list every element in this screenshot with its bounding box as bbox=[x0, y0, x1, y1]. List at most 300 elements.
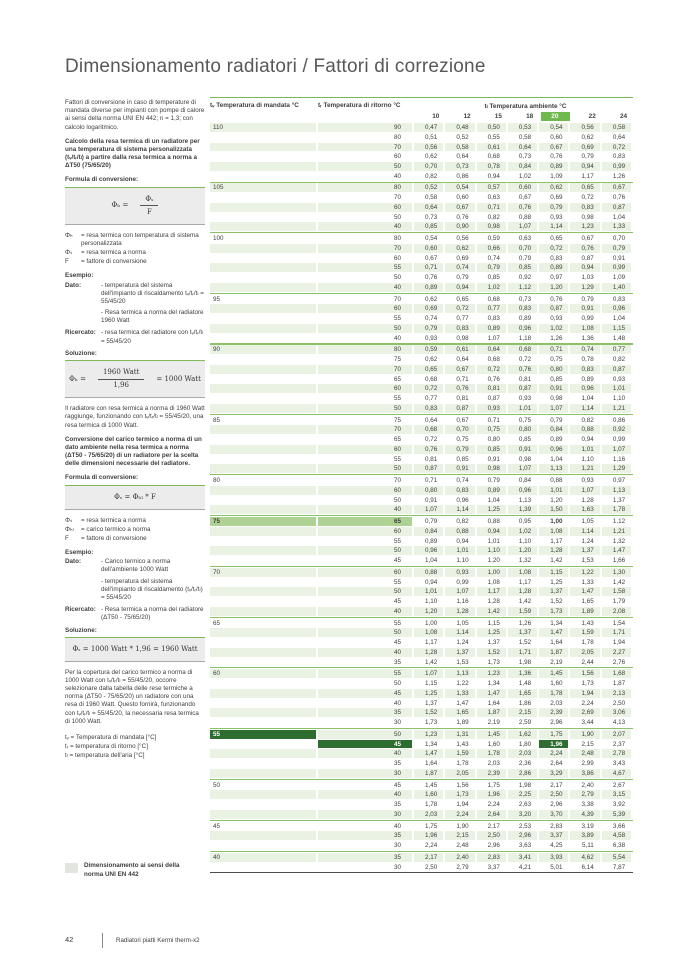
cell-return-temp: 65 bbox=[393, 436, 401, 444]
cell-return-temp: 45 bbox=[393, 598, 401, 606]
cell-flow-temp: 40 bbox=[210, 853, 316, 862]
cell-factor: 1,07 bbox=[508, 222, 537, 231]
cell-factor: 2,67 bbox=[612, 781, 626, 789]
cell-factor: 1,15 bbox=[602, 324, 631, 333]
cell-factor: 0,55 bbox=[487, 133, 500, 141]
table-row bbox=[210, 831, 633, 840]
cell-factor: 1,01 bbox=[539, 486, 568, 495]
symbol-row: F = fattore di conversione bbox=[65, 258, 147, 266]
cell-factor: 0,70 bbox=[612, 235, 626, 243]
cell-factor: 2,05 bbox=[445, 769, 474, 778]
cell-factor: 0,72 bbox=[602, 143, 631, 152]
cell-flow-temp: 60 bbox=[210, 669, 316, 678]
cell-factor: 0,87 bbox=[581, 254, 594, 262]
cell-factor: 4,58 bbox=[602, 831, 631, 840]
table-row bbox=[210, 769, 633, 778]
cell-factor: 1,86 bbox=[518, 699, 532, 707]
cell-factor: 0,91 bbox=[570, 304, 599, 313]
cell-factor: 0,57 bbox=[477, 183, 506, 192]
cell-factor: 1,73 bbox=[425, 719, 438, 727]
cell-factor: 0,74 bbox=[456, 477, 469, 485]
cell-return-temp: 55 bbox=[393, 395, 401, 403]
example-1-dato: Dato: - temperatura del sistema dell'impianto di riscaldamento tᵥ/tᵣ/tₗ = 55/45/20 - Resa termica a norma del radiatore 1960 Watt bbox=[65, 281, 204, 325]
table-row bbox=[210, 841, 633, 850]
cell-return-temp: 50 bbox=[393, 680, 401, 688]
table-row bbox=[210, 810, 633, 819]
cell-factor: 0,60 bbox=[508, 183, 537, 192]
cell-factor: 0,74 bbox=[487, 254, 500, 262]
cell-factor: 0,64 bbox=[612, 133, 626, 141]
cell-factor: 1,24 bbox=[581, 537, 594, 545]
cell-factor: 0,74 bbox=[425, 315, 438, 323]
cell-flow-temp: 95 bbox=[213, 295, 221, 303]
cell-return-temp: 60 bbox=[318, 486, 412, 495]
cell-flow-temp bbox=[210, 486, 316, 495]
cell-flow-temp: 90 bbox=[210, 345, 316, 354]
cell-flow-temp bbox=[210, 384, 316, 393]
cell-return-temp: 40 bbox=[393, 172, 401, 180]
cell-factor: 1,28 bbox=[508, 587, 537, 596]
cell-factor: 0,86 bbox=[612, 416, 626, 424]
cell-flow-temp bbox=[210, 749, 316, 758]
cell-factor: 1,87 bbox=[414, 769, 443, 778]
cell-factor: 0,99 bbox=[581, 315, 594, 323]
cell-factor: 5,01 bbox=[550, 863, 563, 871]
cell-factor: 1,10 bbox=[456, 557, 469, 565]
cell-factor: 0,64 bbox=[456, 153, 469, 161]
cell-factor: 1,39 bbox=[508, 505, 537, 514]
table-row bbox=[210, 638, 633, 647]
solution-box-1: Φₕ = $\frac{\text{1960 Watt}}{1,96}$ = 1000 Watt bbox=[65, 360, 205, 398]
table-body bbox=[210, 123, 633, 871]
table-row bbox=[210, 384, 633, 393]
cell-factor: 1,79 bbox=[612, 598, 626, 606]
cell-flow-temp bbox=[210, 689, 316, 698]
cell-factor: 2,79 bbox=[570, 790, 599, 799]
cell-factor: 0,81 bbox=[425, 455, 438, 463]
cell-factor: 1,78 bbox=[602, 505, 631, 514]
cell-factor: 0,96 bbox=[508, 324, 537, 333]
group-separator bbox=[210, 474, 633, 475]
cell-factor: 1,08 bbox=[570, 324, 599, 333]
cell-return-temp: 50 bbox=[318, 464, 412, 473]
cell-factor: 1,02 bbox=[518, 172, 532, 180]
cell-factor: 0,77 bbox=[425, 395, 438, 403]
cell-return-temp: 35 bbox=[318, 708, 412, 717]
cell-factor: 1,20 bbox=[487, 557, 500, 565]
cell-factor: 1,07 bbox=[570, 486, 599, 495]
cell-return-temp: 70 bbox=[393, 477, 401, 485]
cell-factor: 0,58 bbox=[518, 133, 532, 141]
cell-factor: 0,73 bbox=[425, 213, 438, 221]
cell-factor: 2,03 bbox=[508, 749, 537, 758]
cell-factor: 0,87 bbox=[487, 395, 500, 403]
cell-return-temp: 40 bbox=[318, 790, 412, 799]
cell-factor: 1,52 bbox=[518, 639, 532, 647]
cell-factor: 4,21 bbox=[518, 863, 532, 871]
cell-factor: 0,54 bbox=[445, 183, 474, 192]
cell-factor: 1,26 bbox=[550, 334, 563, 342]
cell-return-temp: 35 bbox=[393, 760, 401, 768]
cell-factor: 0,91 bbox=[445, 464, 474, 473]
cell-factor: 1,59 bbox=[508, 607, 537, 616]
cell-factor: 1,13 bbox=[445, 669, 474, 678]
cell-factor: 0,79 bbox=[581, 153, 594, 161]
table-row bbox=[210, 800, 633, 809]
cell-factor: 0,93 bbox=[550, 315, 563, 323]
cell-factor: 0,82 bbox=[456, 518, 469, 526]
cell-factor: 2,96 bbox=[550, 719, 563, 727]
cell-flow-temp bbox=[210, 759, 316, 768]
cell-factor: 1,98 bbox=[518, 658, 532, 666]
cell-return-temp: 35 bbox=[393, 801, 401, 809]
cell-factor: 0,67 bbox=[445, 365, 474, 374]
cell-factor: 1,04 bbox=[581, 395, 594, 403]
cell-factor: 2,63 bbox=[518, 801, 532, 809]
cell-factor: 1,42 bbox=[612, 578, 626, 586]
cell-factor: 1,45 bbox=[477, 730, 506, 739]
cell-flow-temp bbox=[210, 213, 316, 222]
cell-return-temp: 60 bbox=[318, 304, 412, 313]
cell-factor: 2,48 bbox=[570, 749, 599, 758]
table-row bbox=[210, 730, 633, 739]
cell-factor: 1,60 bbox=[487, 740, 500, 748]
cell-factor: 1,37 bbox=[508, 628, 537, 637]
cell-factor: 0,96 bbox=[602, 304, 631, 313]
cell-factor: 4,62 bbox=[570, 853, 599, 862]
cell-factor: 0,85 bbox=[518, 436, 532, 444]
table-row bbox=[210, 546, 633, 555]
cell-flow-temp: 80 bbox=[213, 477, 221, 485]
cell-return-temp: 80 bbox=[318, 183, 412, 192]
cell-factor: 0,73 bbox=[518, 295, 532, 303]
cell-factor: 1,04 bbox=[425, 557, 438, 565]
table-row bbox=[210, 334, 633, 343]
group-separator bbox=[210, 414, 633, 415]
cell-return-temp: 70 bbox=[318, 425, 412, 434]
group-separator bbox=[210, 515, 633, 516]
cell-return-temp: 55 bbox=[393, 537, 401, 545]
cell-factor: 0,63 bbox=[518, 235, 532, 243]
cell-factor: 1,96 bbox=[477, 790, 506, 799]
cell-factor: 2,17 bbox=[414, 853, 443, 862]
cell-factor: 2,86 bbox=[508, 769, 537, 778]
cell-flow-temp bbox=[210, 718, 316, 727]
cell-factor: 4,39 bbox=[570, 810, 599, 819]
cell-factor: 1,02 bbox=[539, 324, 568, 333]
group-separator bbox=[210, 566, 633, 567]
cell-return-temp: 50 bbox=[318, 162, 412, 171]
cell-factor: 0,83 bbox=[570, 365, 599, 374]
table-row bbox=[210, 295, 633, 304]
cell-factor: 1,08 bbox=[414, 628, 443, 637]
cell-return-temp: 70 bbox=[318, 143, 412, 152]
cell-factor: 1,47 bbox=[539, 628, 568, 637]
cell-factor: 2,36 bbox=[518, 760, 532, 768]
cell-factor: 0,93 bbox=[612, 375, 626, 383]
cell-factor: 3,70 bbox=[539, 810, 568, 819]
cell-factor: 0,75 bbox=[477, 425, 506, 434]
cell-factor: 0,71 bbox=[487, 416, 500, 424]
table-row bbox=[210, 234, 633, 243]
cell-factor: 1,01 bbox=[445, 546, 474, 555]
cell-factor: 0,80 bbox=[487, 436, 500, 444]
cell-factor: 0,69 bbox=[414, 304, 443, 313]
cell-factor: 0,53 bbox=[508, 123, 537, 132]
header-return-temp: tᵣ Temperatura di ritorno °C bbox=[318, 101, 401, 109]
cell-factor: 1,33 bbox=[581, 578, 594, 586]
table-row bbox=[210, 222, 633, 231]
cell-factor: 1,42 bbox=[477, 607, 506, 616]
cell-factor: 0,76 bbox=[508, 203, 537, 212]
cell-factor: 0,91 bbox=[539, 384, 568, 393]
cell-factor: 1,56 bbox=[456, 781, 469, 789]
cell-factor: 0,65 bbox=[550, 235, 563, 243]
cell-return-temp: 45 bbox=[318, 740, 412, 749]
cell-return-temp: 80 bbox=[318, 345, 412, 354]
cell-factor: 1,73 bbox=[539, 607, 568, 616]
table-row bbox=[210, 679, 633, 688]
cell-factor: 0,83 bbox=[550, 254, 563, 262]
cell-factor: 1,28 bbox=[445, 607, 474, 616]
cell-factor: 0,81 bbox=[477, 384, 506, 393]
cell-factor: 1,62 bbox=[508, 730, 537, 739]
cell-flow-temp: 45 bbox=[213, 822, 221, 830]
cell-factor: 2,03 bbox=[487, 760, 500, 768]
cell-factor: 5,11 bbox=[581, 842, 594, 850]
cell-factor: 0,79 bbox=[539, 203, 568, 212]
formula-box-1 bbox=[65, 187, 205, 225]
cell-factor: 0,88 bbox=[570, 425, 599, 434]
cell-factor: 0,83 bbox=[612, 295, 626, 303]
cell-factor: 1,25 bbox=[477, 628, 506, 637]
cell-factor: 0,85 bbox=[456, 455, 469, 463]
cell-factor: 1,02 bbox=[477, 283, 506, 292]
cell-factor: 0,89 bbox=[477, 486, 506, 495]
cell-flow-temp bbox=[210, 607, 316, 616]
cell-flow-temp bbox=[210, 841, 316, 850]
formula-label-2: Formula di conversione: bbox=[65, 474, 139, 482]
cell-factor: 0,89 bbox=[414, 283, 443, 292]
cell-factor: 2,13 bbox=[602, 689, 631, 698]
cell-factor: 0,71 bbox=[425, 477, 438, 485]
cell-factor: 0,77 bbox=[456, 315, 469, 323]
cell-factor: 1,01 bbox=[414, 587, 443, 596]
dato-item: - Resa termica a norma del radiatore 1960 Watt bbox=[101, 309, 204, 325]
cell-flow-temp: 110 bbox=[210, 123, 316, 132]
header-ambient-temp: tₗ Temperatura ambiente °C bbox=[484, 102, 567, 110]
symbol-row: Φₛ = resa termica a norma bbox=[65, 249, 146, 257]
cell-factor: 0,75 bbox=[518, 416, 532, 424]
cell-factor: 0,64 bbox=[425, 416, 438, 424]
cell-factor: 1,20 bbox=[508, 546, 537, 555]
table-row bbox=[210, 740, 633, 749]
cell-factor: 0,91 bbox=[612, 254, 626, 262]
cell-return-temp: 75 bbox=[393, 356, 401, 364]
cell-factor: 1,01 bbox=[487, 537, 500, 545]
cell-factor: 0,79 bbox=[477, 263, 506, 272]
cell-factor: 5,54 bbox=[602, 853, 631, 862]
cell-factor: 0,88 bbox=[487, 518, 500, 526]
cell-factor: 0,69 bbox=[550, 194, 563, 202]
cell-factor: 0,91 bbox=[508, 445, 537, 454]
cell-factor: 0,62 bbox=[425, 356, 438, 364]
cell-factor: 0,76 bbox=[508, 365, 537, 374]
cell-return-temp: 80 bbox=[393, 133, 401, 141]
cell-factor: 0,51 bbox=[425, 133, 438, 141]
table-row bbox=[210, 304, 633, 313]
cell-factor: 0,48 bbox=[445, 123, 474, 132]
cell-flow-temp bbox=[210, 679, 316, 688]
table-header-row-2 bbox=[210, 112, 633, 124]
cell-factor: 1,14 bbox=[445, 505, 474, 514]
cell-factor: 2,24 bbox=[425, 842, 438, 850]
cell-factor: 0,50 bbox=[477, 123, 506, 132]
cell-factor: 0,93 bbox=[581, 477, 594, 485]
cell-return-temp: 35 bbox=[393, 658, 401, 666]
result-paragraph: Il radiatore con resa termica a norma di 1960 Watt raggiunge, funzionando con tᵥ/tᵣ/tₗ = 55/45/20, una resa termica di 1000 Watt. bbox=[65, 405, 205, 429]
cell-flow-temp bbox=[210, 810, 316, 819]
example-2-dato: Dato: - Carico termico a norma dell'ambiente 1000 Watt - temperatura del sistema dell'impianto di riscaldamento (tᵥ/tᵣ/tₗ) = 55/45/20 bbox=[65, 558, 205, 602]
cell-factor: 0,54 bbox=[539, 123, 568, 132]
cell-factor: 0,64 bbox=[508, 143, 537, 152]
cell-factor: 0,79 bbox=[456, 274, 469, 282]
table-row bbox=[210, 435, 633, 444]
cell-factor: 1,96 bbox=[414, 831, 443, 840]
symbol-row: Φₛ = resa termica a norma bbox=[65, 516, 146, 524]
cell-factor: 2,15 bbox=[508, 708, 537, 717]
cell-factor: 1,87 bbox=[477, 708, 506, 717]
cell-factor: 2,96 bbox=[550, 801, 563, 809]
sidebar bbox=[65, 99, 205, 762]
cell-factor: 1,34 bbox=[487, 680, 500, 688]
calc-heading: Calcolo della resa termica di un radiatore per una temperatura di sistema personalizzata (tᵥ/tᵣ/tₗ) a partire dalla resa termica a norma a ΔT50 (75/65/20) bbox=[65, 137, 200, 170]
cell-factor: 1,12 bbox=[508, 283, 537, 292]
cell-factor: 1,21 bbox=[602, 404, 631, 413]
cell-factor: 0,82 bbox=[612, 356, 626, 364]
cell-return-temp: 40 bbox=[318, 505, 412, 514]
cell-factor: 1,96 bbox=[539, 740, 568, 749]
cell-factor: 0,76 bbox=[570, 244, 599, 253]
cell-factor: 0,72 bbox=[425, 436, 438, 444]
table-row bbox=[210, 416, 633, 425]
cell-factor: 0,99 bbox=[602, 263, 631, 272]
cell-factor: 0,89 bbox=[425, 537, 438, 545]
cell-factor: 0,98 bbox=[456, 334, 469, 342]
cell-factor: 0,76 bbox=[487, 375, 500, 383]
cell-flow-temp bbox=[210, 464, 316, 473]
cell-flow-temp bbox=[210, 800, 316, 809]
table-row bbox=[210, 853, 633, 862]
cell-factor: 0,65 bbox=[414, 365, 443, 374]
cell-factor: 1,56 bbox=[570, 669, 599, 678]
cell-factor: 1,04 bbox=[612, 315, 626, 323]
cell-factor: 1,01 bbox=[570, 445, 599, 454]
cell-factor: 1,78 bbox=[539, 689, 568, 698]
cell-factor: 1,26 bbox=[518, 619, 532, 627]
cell-flow-temp bbox=[210, 556, 316, 565]
cell-factor: 1,73 bbox=[581, 680, 594, 688]
cell-factor: 0,79 bbox=[425, 518, 438, 526]
cell-factor: 1,23 bbox=[477, 669, 506, 678]
cell-factor: 0,92 bbox=[518, 274, 532, 282]
cell-factor: 0,99 bbox=[456, 578, 469, 586]
cell-factor: 1,42 bbox=[425, 658, 438, 666]
cell-factor: 1,64 bbox=[487, 699, 500, 707]
cell-factor: 0,83 bbox=[414, 404, 443, 413]
table-row bbox=[210, 193, 633, 202]
table-row bbox=[210, 699, 633, 708]
cell-flow-temp bbox=[210, 445, 316, 454]
cell-factor: 1,60 bbox=[414, 790, 443, 799]
table-row bbox=[210, 314, 633, 323]
cell-factor: 0,89 bbox=[539, 162, 568, 171]
cell-factor: 0,87 bbox=[539, 304, 568, 313]
cell-flow-temp bbox=[210, 152, 316, 161]
table-row bbox=[210, 486, 633, 495]
symbol-row: Φₕₗ = carico termico a norma bbox=[65, 525, 151, 533]
cell-flow-temp bbox=[210, 455, 316, 464]
cell-factor: 0,72 bbox=[477, 365, 506, 374]
solution-box-2: Φₛ = 1000 Watt * 1,96 = 1960 Watt bbox=[65, 637, 205, 662]
table-row bbox=[210, 578, 633, 587]
cell-factor: 1,53 bbox=[581, 557, 594, 565]
cell-factor: 0,79 bbox=[487, 477, 500, 485]
cell-factor: 1,25 bbox=[477, 505, 506, 514]
group-separator bbox=[210, 851, 633, 852]
cell-return-temp: 45 bbox=[393, 557, 401, 565]
cell-factor: 0,98 bbox=[581, 213, 594, 221]
table-row bbox=[210, 133, 633, 142]
cell-factor: 0,88 bbox=[550, 477, 563, 485]
cell-return-temp: 35 bbox=[318, 831, 412, 840]
cell-factor: 1,07 bbox=[414, 669, 443, 678]
cell-factor: 2,96 bbox=[508, 831, 537, 840]
cell-return-temp: 55 bbox=[393, 315, 401, 323]
cell-factor: 0,58 bbox=[445, 143, 474, 152]
cell-flow-temp bbox=[210, 831, 316, 840]
cell-factor: 2,78 bbox=[602, 749, 631, 758]
cell-factor: 0,87 bbox=[602, 203, 631, 212]
cell-flow-temp bbox=[210, 769, 316, 778]
cell-factor: 0,84 bbox=[539, 425, 568, 434]
header-ambient-10: 10 bbox=[432, 112, 440, 120]
cell-factor: 1,73 bbox=[445, 790, 474, 799]
cell-factor: 0,96 bbox=[539, 445, 568, 454]
cell-factor: 2,24 bbox=[487, 801, 500, 809]
cell-factor: 0,98 bbox=[477, 222, 506, 231]
cell-factor: 2,08 bbox=[602, 607, 631, 616]
cell-factor: 1,22 bbox=[570, 568, 599, 577]
cell-factor: 0,58 bbox=[602, 123, 631, 132]
cell-flow-temp bbox=[210, 863, 316, 872]
cell-flow-temp bbox=[210, 304, 316, 313]
cell-factor: 2,17 bbox=[487, 822, 500, 830]
cell-factor: 0,64 bbox=[414, 203, 443, 212]
table-row bbox=[210, 648, 633, 657]
page-footer bbox=[65, 933, 200, 948]
cell-factor: 1,17 bbox=[425, 639, 438, 647]
cell-factor: 6,38 bbox=[612, 842, 626, 850]
cell-factor: 0,94 bbox=[570, 162, 599, 171]
cell-factor: 0,67 bbox=[518, 194, 532, 202]
table-header-row-1 bbox=[210, 98, 633, 112]
table-row bbox=[210, 527, 633, 536]
footer-divider bbox=[102, 933, 103, 948]
cell-flow-temp bbox=[210, 263, 316, 272]
cell-factor: 1,28 bbox=[487, 598, 500, 606]
cell-factor: 0,76 bbox=[445, 384, 474, 393]
